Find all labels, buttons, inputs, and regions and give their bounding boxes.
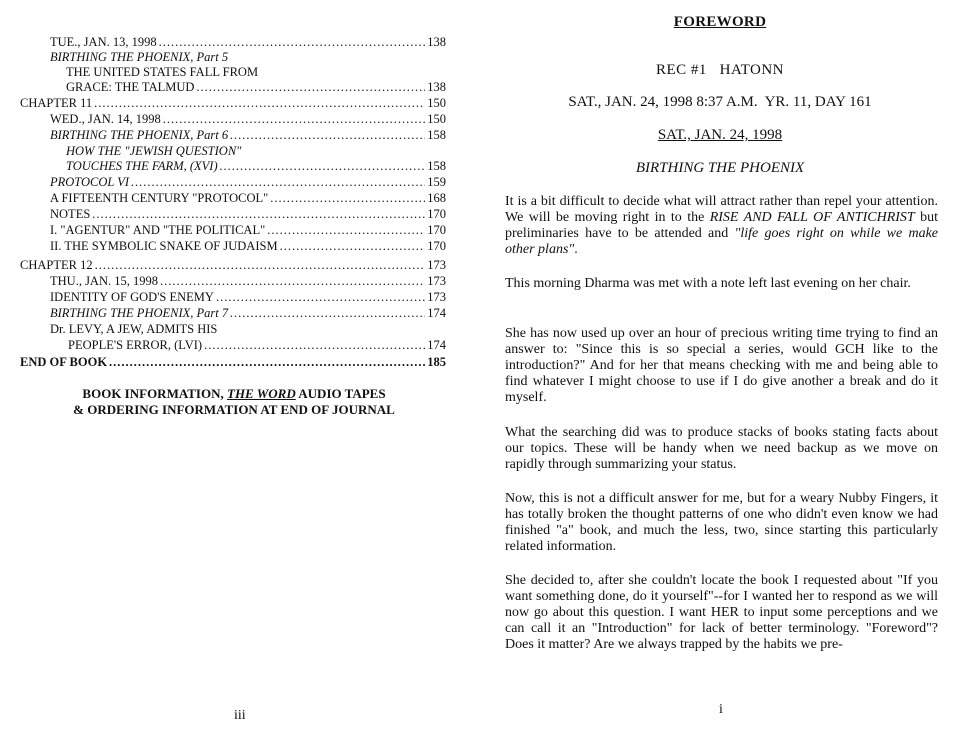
toc-entry: GRACE: THE TALMUD ..... 138 bbox=[66, 80, 446, 95]
toc-entry: PEOPLE'S ERROR, (LVI) ..... 174 bbox=[68, 338, 446, 353]
toc-entry: CHAPTER 11 ..... 150 bbox=[20, 96, 446, 111]
toc-entry: BIRTHING THE PHOENIX, Part 5 bbox=[50, 50, 229, 64]
toc-entry: THU., JAN. 15, 1998 ..... 173 bbox=[50, 274, 446, 289]
right-page bbox=[478, 0, 962, 734]
toc-entry: TUE., JAN. 13, 1998 ..... 138 bbox=[50, 35, 446, 50]
paragraph: This morning Dharma was met with a note left last evening on her chair. bbox=[505, 276, 911, 291]
paragraph: She decided to, after she couldn't locate the book I requested about "If you want something done, do it yourself"--for I wanted her to respond as we will now go about this question. I want HER to input some perceptions and we can call it an "Introduction" for lack of better terminology. "Foreword"? Does it matter? Are we always trapped by the habits we pre- bbox=[505, 573, 938, 652]
toc-entry: THE UNITED STATES FALL FROM bbox=[66, 65, 259, 79]
paragraph: Now, this is not a difficult answer for me, but for a weary Nubby Fingers, it has totally broken the thought patterns of one who didn't even know we had finished "a" book, and much the less, two, since starting this particularly related information. bbox=[505, 491, 938, 554]
section-heading: BIRTHING THE PHOENIX bbox=[635, 160, 805, 176]
toc-entry: PROTOCOL VI ..... 159 bbox=[50, 175, 446, 190]
left-page bbox=[0, 0, 470, 734]
book-info-line-2: & ORDERING INFORMATION AT END OF JOURNAL bbox=[73, 402, 395, 417]
rec-line: REC #1 HATONN bbox=[655, 62, 785, 78]
toc-entry: II. THE SYMBOLIC SNAKE OF JUDAISM ..... 170 bbox=[50, 239, 446, 254]
toc-entry: END OF BOOK ..... 185 bbox=[20, 355, 446, 370]
book-info-line-1: BOOK INFORMATION, THE WORD AUDIO TAPES bbox=[82, 386, 386, 401]
toc-entry: TOUCHES THE FARM, (XVI) ..... 158 bbox=[66, 159, 446, 174]
paragraph: It is a bit difficult to decide what will attract rather than repel your attention. We will be moving right in to the RISE AND FALL OF ANTICHRIST but preliminaries have to be attended and "life goes right on while we make other plans". bbox=[505, 194, 939, 257]
toc-entry: BIRTHING THE PHOENIX, Part 6 ..... 158 bbox=[50, 128, 446, 143]
date-line: SAT., JAN. 24, 1998 8:37 A.M. YR. 11, DAY 161 bbox=[568, 94, 872, 110]
toc-entry: I. "AGENTUR" AND "THE POLITICAL" ..... 170 bbox=[50, 223, 446, 238]
toc-entry: Dr. LEVY, A JEW, ADMITS HIS bbox=[50, 322, 218, 336]
toc-entry: A FIFTEENTH CENTURY "PROTOCOL" ..... 168 bbox=[50, 191, 446, 206]
toc-entry: WED., JAN. 14, 1998 ..... 150 bbox=[50, 112, 446, 127]
sub-date: SAT., JAN. 24, 1998 bbox=[657, 127, 783, 143]
right-page-number: i bbox=[719, 702, 723, 717]
toc-entry: IDENTITY OF GOD'S ENEMY ..... 173 bbox=[50, 290, 446, 305]
toc-entry: NOTES ..... 170 bbox=[50, 207, 446, 222]
toc-entry: CHAPTER 12 ..... 173 bbox=[20, 258, 446, 273]
toc-entry: HOW THE "JEWISH QUESTION" bbox=[66, 144, 242, 158]
paragraph: What the searching did was to produce stacks of books stating facts about our topics. These will be handy when we need backup as we move on rapidly through summarizing your status. bbox=[505, 425, 938, 472]
book-information-note bbox=[20, 386, 448, 418]
paragraph: She has now used up over an hour of precious writing time trying to find an answer to: "Since this is so special a series, would GCH like to the introduction?" And for her that means checking with me and being able to find whatever I might choose to use if I do give another a break and do it myself. bbox=[505, 326, 938, 405]
foreword-title: FOREWORD bbox=[673, 14, 767, 30]
left-page-number: iii bbox=[234, 708, 246, 723]
toc-entry: BIRTHING THE PHOENIX, Part 7 ..... 174 bbox=[50, 306, 446, 321]
